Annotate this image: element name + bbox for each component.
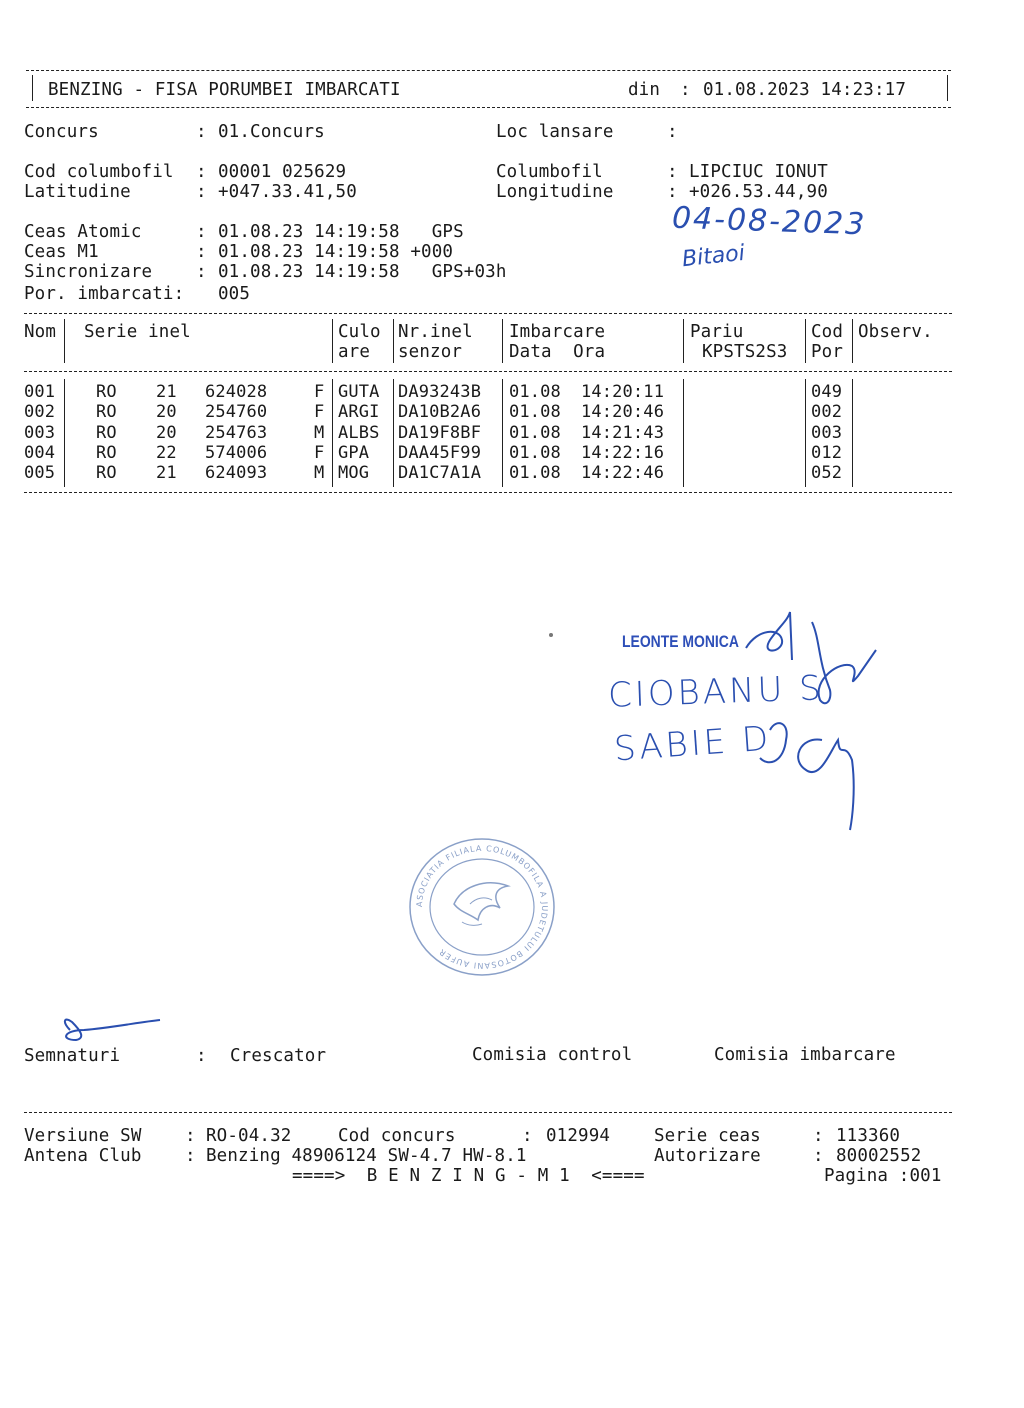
crescator-label: Crescator [230,1046,327,1066]
columbofil-label: Columbofil [496,162,603,182]
row-culoare: ALBS [338,422,380,443]
row-nom: 005 [24,463,56,484]
row-senzor: DA19F8BF [398,422,482,443]
row-data: 01.08 [509,442,561,463]
colon: : [185,1146,196,1166]
header-din-label: din [628,80,661,100]
row-sex: M [314,422,325,443]
signature-stroke [812,622,876,703]
row-ring: 254763 [205,422,268,443]
row-country: RO [96,463,117,484]
row-data: 01.08 [509,382,561,402]
row-nom: 002 [24,402,56,423]
row-ring: 624028 [205,382,268,402]
row-country: RO [96,382,117,402]
semnaturi-label: Semnaturi [24,1046,121,1066]
row-ora: 14:20:11 [581,382,665,402]
row-data: 01.08 [509,402,561,423]
longitudine-value: +026.53.44,90 [689,182,828,202]
col-header-serie: Serie inel [84,322,191,342]
latitudine-label: Latitudine [24,182,131,202]
row-ora: 14:21:43 [581,422,665,443]
row-cod: 003 [811,422,843,443]
ceas-m1-label: Ceas M1 [24,242,99,262]
row-cod: 049 [811,382,843,402]
serie-ceas-value: 113360 [836,1126,901,1146]
antena-club-label: Antena Club [24,1146,142,1166]
row-senzor: DA1C7A1A [398,463,482,484]
footer-rule [24,1112,952,1113]
ink-dot [549,633,553,637]
cod-columbofil-label: Cod columbofil [24,162,174,182]
colon: : [196,1046,207,1066]
document-title: BENZING - FISA PORUMBEI IMBARCATI [48,80,401,100]
colon: : [667,182,678,202]
autorizare-value: 80002552 [836,1146,922,1166]
ceas-m1-value: 01.08.23 14:19:58 +000 [218,242,454,262]
cod-concurs-value: 012994 [546,1126,611,1146]
row-culoare: MOG [338,463,370,484]
row-year: 21 [156,463,177,484]
header-colon: : [680,80,691,100]
latitudine-value: +047.33.41,50 [218,182,357,202]
concurs-label: Concurs [24,122,99,142]
row-year: 20 [156,402,177,423]
ceas-atomic-label: Ceas Atomic [24,222,142,242]
row-country: RO [96,422,117,443]
loc-lansare-label: Loc lansare [496,122,614,142]
signature-stroke [760,723,787,762]
svg-text:ASOCIATIA FILIALA COLUMBOFILA [415,844,549,970]
row-sex: F [314,382,325,402]
colon: : [667,162,678,182]
colon: : [196,262,207,282]
col-header-nr-inel-1: Nr.inel [398,322,473,342]
row-cod: 002 [811,402,843,423]
seal-lettering: ASOCIATIA FILIALA COLUMBOFILA A JUDETULUI BOTOSANI AUFER [414,843,550,971]
colon: : [667,122,678,142]
row-senzor: DA93243B [398,382,482,402]
row-data: 01.08 [509,422,561,443]
row-sex: F [314,442,325,463]
col-header-nom: Nom [24,322,57,342]
col-header-observatii: Observ. [858,322,933,342]
benzing-banner: ====> B E N Z I N G - M 1 <==== [292,1166,645,1186]
handwritten-note: Bitaoi [680,240,747,273]
colon: : [196,122,207,142]
handwritten-name-3: SABIE D [612,718,773,770]
row-ring: 624093 [205,463,268,484]
versiune-label: Versiune SW [24,1126,142,1146]
comisia-control-label: Comisia control [472,1045,633,1065]
colon: : [196,242,207,262]
row-country: RO [96,402,117,423]
autorizare-label: Autorizare [654,1146,761,1166]
row-culoare: GPA [338,442,370,463]
col-header-culoare-2: are [338,342,371,362]
row-year: 22 [156,442,177,463]
colon: : [813,1126,824,1146]
versiune-value: RO-04.32 [206,1126,292,1146]
longitudine-label: Longitudine [496,182,614,202]
concurs-value: 01.Concurs [218,122,325,142]
row-sex: F [314,402,325,423]
signature-stroke [798,740,854,830]
porumbei-imbarcati-value: 005 [218,284,251,304]
row-ring: 574006 [205,442,268,463]
col-header-culoare-1: Culo [338,322,381,342]
columbofil-value: LIPCIUC IONUT [689,162,828,182]
row-culoare: GUTA [338,382,380,402]
col-header-pariu-2: KPSTS2S3 [702,342,788,362]
col-header-nr-inel-2: senzor [398,342,463,362]
row-ring: 254760 [205,402,268,423]
serie-ceas-label: Serie ceas [654,1126,761,1146]
col-header-cod-1: Cod [811,322,844,342]
colon: : [813,1146,824,1166]
col-header-imbarcare-2: Data Ora [509,342,606,362]
header-datetime: 01.08.2023 14:23:17 [703,80,907,100]
col-header-imbarcare-1: Imbarcare [509,322,606,342]
row-country: RO [96,442,117,463]
row-nom: 004 [24,442,56,463]
row-ora: 14:22:46 [581,463,665,484]
porumbei-imbarcati-label: Por. imbarcati: [24,284,185,304]
signature-stroke [746,612,792,660]
row-ora: 14:22:16 [581,442,665,463]
colon: : [196,222,207,242]
crescator-signature [65,1020,160,1040]
cod-concurs-label: Cod concurs [338,1126,456,1146]
porumbei-imbarcati-label-text: Por. imbarcati [24,284,174,304]
row-senzor: DA10B2A6 [398,402,482,423]
antena-club-value: Benzing 48906124 SW-4.7 HW-8.1 [206,1146,527,1166]
colon: : [196,182,207,202]
col-header-pariu-1: Pariu [690,322,744,342]
sincronizare-value: 01.08.23 14:19:58 GPS+03h [218,262,507,282]
colon: : [522,1126,533,1146]
colon: : [185,1126,196,1146]
row-culoare: ARGI [338,402,380,423]
cod-columbofil-value: 00001 025629 [218,162,347,182]
stamp-name: LEONTE MONICA [622,632,739,651]
club-seal-icon [404,834,560,980]
sincronizare-label: Sincronizare [24,262,153,282]
row-year: 20 [156,422,177,443]
handwritten-date: 04-08-2023 [671,200,867,243]
row-senzor: DAA45F99 [398,442,482,463]
ceas-atomic-value: 01.08.23 14:19:58 GPS [218,222,464,242]
row-year: 21 [156,382,177,402]
page-number: Pagina :001 [824,1166,942,1186]
colon: : [196,162,207,182]
row-cod: 012 [811,442,843,463]
row-nom: 003 [24,422,56,443]
handwritten-name-2: CIOBANU S [607,668,825,716]
row-nom: 001 [24,382,56,402]
row-sex: M [314,463,325,484]
comisia-imbarcare-label: Comisia imbarcare [714,1045,896,1065]
col-header-cod-2: Por [811,342,844,362]
row-ora: 14:20:46 [581,402,665,423]
row-data: 01.08 [509,463,561,484]
row-cod: 052 [811,463,843,484]
